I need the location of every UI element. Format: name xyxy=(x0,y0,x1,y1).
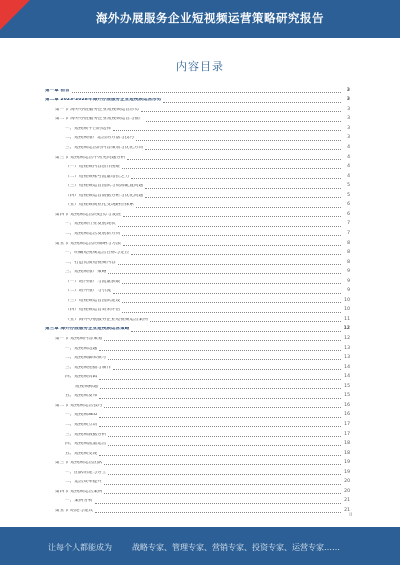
toc-page-number: 14 xyxy=(344,364,350,370)
toc-entry-row[interactable] xyxy=(45,248,350,258)
toc-chapter-row[interactable] xyxy=(45,96,350,106)
toc-entry-text: 一、团队组建与分工 xyxy=(65,470,107,475)
dot-leader xyxy=(146,121,341,122)
toc-page-number: 3 xyxy=(347,106,350,112)
toc-entry-text: 一、短视频选题 xyxy=(65,346,98,351)
dot-leader xyxy=(131,331,341,332)
toc-entry-row[interactable] xyxy=(45,162,350,172)
toc-entry-text: 三、短视频拍摄与制作 xyxy=(65,365,111,370)
toc-entry-row[interactable] xyxy=(45,430,350,440)
toc-page-number: 15 xyxy=(344,383,350,389)
dot-leader xyxy=(118,264,341,265)
toc-entry-text: 三、短视频数据分析 xyxy=(65,432,107,437)
toc-page-number: 8 xyxy=(347,259,350,265)
toc-page-number: 10 xyxy=(344,307,350,313)
toc-entry-text: 一、短视频平台的选择 xyxy=(65,126,111,131)
toc-page-number: 3 xyxy=(347,125,350,131)
toc-entry-row[interactable] xyxy=(45,439,350,449)
toc-entry-row[interactable] xyxy=(45,277,350,287)
toc-entry-row[interactable] xyxy=(45,468,350,478)
toc-entry-row[interactable] xyxy=(45,267,350,277)
toc-page-number: 20 xyxy=(344,488,350,494)
toc-entry-row[interactable] xyxy=(45,497,350,507)
toc-page-number: 3 xyxy=(346,87,350,93)
footer-bar xyxy=(0,527,400,565)
toc-entry-text: 一、明确短视频运营目标与定位 xyxy=(65,251,130,256)
toc-entry-text: （三）短视频运营团队与资源配置问题 xyxy=(65,184,144,189)
dot-leader xyxy=(104,340,341,341)
toc-page-number: 19 xyxy=(344,469,350,475)
toc-entry-row[interactable] xyxy=(45,344,350,354)
toc-entry-row[interactable] xyxy=(45,191,350,201)
dot-leader xyxy=(113,293,341,294)
toc-entry-row[interactable] xyxy=(45,334,350,344)
dot-leader xyxy=(99,350,341,351)
dot-leader xyxy=(118,226,341,227)
toc-entry-row[interactable] xyxy=(45,296,350,306)
toc-page-number: 3 xyxy=(346,97,350,103)
toc-page-number: 7 xyxy=(347,230,350,236)
toc-page-number: 5 xyxy=(347,183,350,189)
toc-entry-text: 二、短视频互动 xyxy=(65,422,98,427)
toc-page-number: 8 xyxy=(347,240,350,246)
toc-entry-text: （四）短视频运营效果评估 xyxy=(65,308,121,313)
toc-entry-text: 五、短视频发布 xyxy=(65,394,98,399)
toc-entry-text: 三、短视频运营的内容策划与优化方向 xyxy=(65,146,144,150)
toc-page-number: 4 xyxy=(347,164,350,170)
toc-entry-text: 第二节 海外办展服务企业短视频运营与推广 xyxy=(55,117,144,122)
toc-page-number: 19 xyxy=(344,460,350,466)
toc-entry-text: 一、案例分析 xyxy=(65,499,93,504)
toc-page-number: 7 xyxy=(347,221,350,227)
dot-leader xyxy=(122,302,341,303)
toc-entry-text: 四、短视频流量运营 xyxy=(65,442,107,447)
toc-entry-row[interactable] xyxy=(45,458,350,468)
toc-page-number: 16 xyxy=(344,412,350,418)
toc-heading: 内容目录 xyxy=(176,60,224,73)
dot-leader xyxy=(150,321,341,322)
toc-entry-text: 二、运营效率提升 xyxy=(65,480,102,485)
toc-page-number: 13 xyxy=(344,345,350,351)
dot-leader xyxy=(104,493,341,494)
dot-leader xyxy=(145,188,341,189)
toc-entry-text: （一）短视频内容创作困难 xyxy=(65,165,121,170)
toc-page-number: 9 xyxy=(347,269,350,275)
report-title: 海外办展服务企业短视频运营策略研究报告 xyxy=(96,11,324,25)
toc-entry-text: 第二节 短视频运营技巧 xyxy=(55,403,103,408)
toc-entry-row[interactable] xyxy=(45,487,350,497)
dot-leader xyxy=(108,445,341,446)
toc-entry-row[interactable] xyxy=(45,306,350,316)
toc-page-number: 3 xyxy=(347,135,350,141)
toc-page-number: 10 xyxy=(344,297,350,303)
toc-entry-row[interactable] xyxy=(45,506,350,516)
dot-leader xyxy=(99,379,341,380)
toc-page-number: 18 xyxy=(344,441,350,447)
toc-page-number: 20 xyxy=(344,479,350,485)
dot-leader xyxy=(99,417,341,418)
toc-page-number: 9 xyxy=(347,288,350,294)
toc-entry-text: （二）站外推广与引流 xyxy=(65,289,111,294)
dot-leader xyxy=(72,92,341,93)
dot-leader xyxy=(108,359,341,360)
header-bar xyxy=(0,0,400,38)
toc-entry-text: （一）站内推广与流量获取 xyxy=(65,279,121,284)
toc-entry-text: （五）短视频商业化变现路径探索 xyxy=(65,203,134,208)
dot-leader xyxy=(100,388,341,389)
toc-page-number: 9 xyxy=(347,278,350,284)
dot-leader xyxy=(113,130,341,131)
toc-entry-text: 第五节 结论与建议 xyxy=(55,508,94,513)
toc-page-number: 12 xyxy=(344,336,350,341)
toc-page-number: 15 xyxy=(344,393,350,399)
dot-leader xyxy=(108,436,341,437)
dot-leader xyxy=(122,283,341,284)
toc-entry-row[interactable] xyxy=(45,210,350,220)
toc-entry-text: （四）短视频运营数据分析与优化问题 xyxy=(65,193,144,198)
toc-entry-text: （三）短视频运营团队建设 xyxy=(65,298,121,303)
dot-leader xyxy=(122,312,341,313)
dot-leader xyxy=(104,407,341,408)
toc-entry-row[interactable] xyxy=(45,105,350,115)
toc-page-number: 12 xyxy=(343,326,350,332)
toc-entry-row[interactable] xyxy=(45,172,350,182)
toc-page-number: 14 xyxy=(344,374,350,380)
toc-page-number: 16 xyxy=(344,402,350,408)
dot-leader xyxy=(99,398,341,399)
toc-entry-text: 第一章 前言 xyxy=(45,88,70,93)
toc-page-number: 11 xyxy=(344,316,350,322)
toc-entry-row[interactable] xyxy=(45,153,350,163)
toc-page-number: 4 xyxy=(347,173,350,179)
toc-entry-text: 二、短视频推广运营的方法与技巧 xyxy=(65,136,134,141)
toc-entry-text: 三、短视频推广策略 xyxy=(65,270,107,275)
table-of-contents xyxy=(45,86,350,518)
toc-entry-row[interactable] xyxy=(45,478,350,488)
toc-entry-text: 短视频标题 xyxy=(75,384,98,389)
toc-entry-row[interactable] xyxy=(45,382,350,392)
dot-leader xyxy=(95,503,341,504)
dot-leader xyxy=(123,216,341,217)
toc-entry-row[interactable] xyxy=(45,401,350,411)
toc-entry-text: 第四节 短视频运营案例 xyxy=(55,489,103,494)
toc-page-number: 3 xyxy=(347,116,350,122)
toc-entry-text: 四、短视频剪辑 xyxy=(65,375,98,380)
toc-entry-row[interactable] xyxy=(45,134,350,144)
toc-entry-text: 第一节 短视频内容策划 xyxy=(55,337,103,341)
toc-entry-text: 五、短视频变现 xyxy=(65,451,98,456)
toc-page-number: 8 xyxy=(347,250,350,256)
toc-entry-row[interactable] xyxy=(45,220,350,230)
dot-leader xyxy=(131,254,341,255)
toc-page-number: 6 xyxy=(347,211,350,217)
toc-entry-text: 第四节 短视频运营的趋势与发展 xyxy=(55,212,121,217)
toc-entry-text: 一、短视频行业发展现状 xyxy=(65,222,116,227)
toc-entry-row[interactable] xyxy=(45,315,350,325)
toc-page-number: 5 xyxy=(347,192,350,198)
dot-leader xyxy=(113,369,341,370)
page-number: ii xyxy=(349,512,352,518)
toc-entry-row[interactable] xyxy=(45,411,350,421)
toc-page-number: 4 xyxy=(347,154,350,160)
dot-leader xyxy=(136,140,341,141)
dot-leader xyxy=(141,111,341,112)
toc-entry-text: 第二章 2023-2028年海外办展服务企业短视频运营形势 xyxy=(45,98,162,103)
toc-entry-row[interactable] xyxy=(45,258,350,268)
dot-leader xyxy=(108,474,341,475)
footer-slogan-right: 战略专家、管理专家、营销专家、投资专家、运营专家…… xyxy=(132,543,340,552)
toc-entry-text: 第一节 海外办展服务企业短视频运营形势 xyxy=(55,107,140,112)
toc-entry-text: 一、短视频SEO xyxy=(65,413,98,418)
toc-entry-text: 第三章 海外办展服务企业短视频运营策略 xyxy=(45,327,130,332)
toc-entry-row[interactable] xyxy=(45,392,350,402)
dot-leader xyxy=(108,273,341,274)
toc-page-number: 6 xyxy=(347,202,350,208)
dot-leader xyxy=(99,426,341,427)
toc-page-number: 18 xyxy=(344,450,350,456)
dot-leader xyxy=(99,455,341,456)
dot-leader xyxy=(145,197,341,198)
toc-page-number: 21 xyxy=(344,498,350,504)
dot-leader xyxy=(145,149,341,150)
toc-entry-text: 二、短视频脚本撰写 xyxy=(65,356,107,361)
toc-chapter-row[interactable] xyxy=(45,86,350,96)
dot-leader xyxy=(104,464,341,465)
toc-entry-row[interactable] xyxy=(45,124,350,134)
toc-entry-row[interactable] xyxy=(45,229,350,239)
dot-leader xyxy=(131,178,341,179)
toc-entry-text: 第三节 短视频运营中常见问题分析 xyxy=(55,155,126,160)
dot-leader xyxy=(127,159,341,160)
toc-entry-row[interactable] xyxy=(45,201,350,211)
dot-leader xyxy=(122,168,341,169)
toc-entry-row[interactable] xyxy=(45,373,350,383)
toc-entry-row[interactable] xyxy=(45,353,350,363)
toc-chapter-row[interactable] xyxy=(45,325,350,335)
toc-entry-row[interactable] xyxy=(45,182,350,192)
dot-leader xyxy=(136,207,341,208)
red-corner-decoration xyxy=(0,0,30,30)
toc-entry-text: 二、打造优质短视频内容 xyxy=(65,260,116,265)
toc-entry-row[interactable] xyxy=(45,449,350,459)
dot-leader xyxy=(104,484,341,485)
toc-entry-row[interactable] xyxy=(45,363,350,373)
dot-leader xyxy=(163,102,341,103)
toc-page-number: 13 xyxy=(344,355,350,361)
toc-page-number: 4 xyxy=(347,145,350,150)
toc-entry-text: （二）短视频账号流量增长乏力 xyxy=(65,174,130,179)
toc-entry-text: 第三节 短视频运营团队 xyxy=(55,461,103,466)
toc-entry-row[interactable] xyxy=(45,239,350,249)
footer-slogan-left: 让每个人都能成为 xyxy=(48,543,112,552)
toc-page-number: 17 xyxy=(344,421,350,427)
toc-page-number: 17 xyxy=(344,431,350,437)
toc-entry-row[interactable] xyxy=(45,287,350,297)
toc-entry-text: 二、短视频运营发展新方向 xyxy=(65,231,121,236)
toc-entry-text: （五）海外办展服务企业短视频运营案例 xyxy=(65,317,148,322)
toc-page-number: 21 xyxy=(344,507,350,513)
toc-entry-row[interactable] xyxy=(45,115,350,125)
toc-entry-row[interactable] xyxy=(45,143,350,153)
dot-leader xyxy=(123,245,341,246)
toc-entry-row[interactable] xyxy=(45,420,350,430)
toc-entry-text: 第五节 短视频运营的策略与方法 xyxy=(55,241,121,246)
dot-leader xyxy=(95,512,341,513)
dot-leader xyxy=(122,235,341,236)
